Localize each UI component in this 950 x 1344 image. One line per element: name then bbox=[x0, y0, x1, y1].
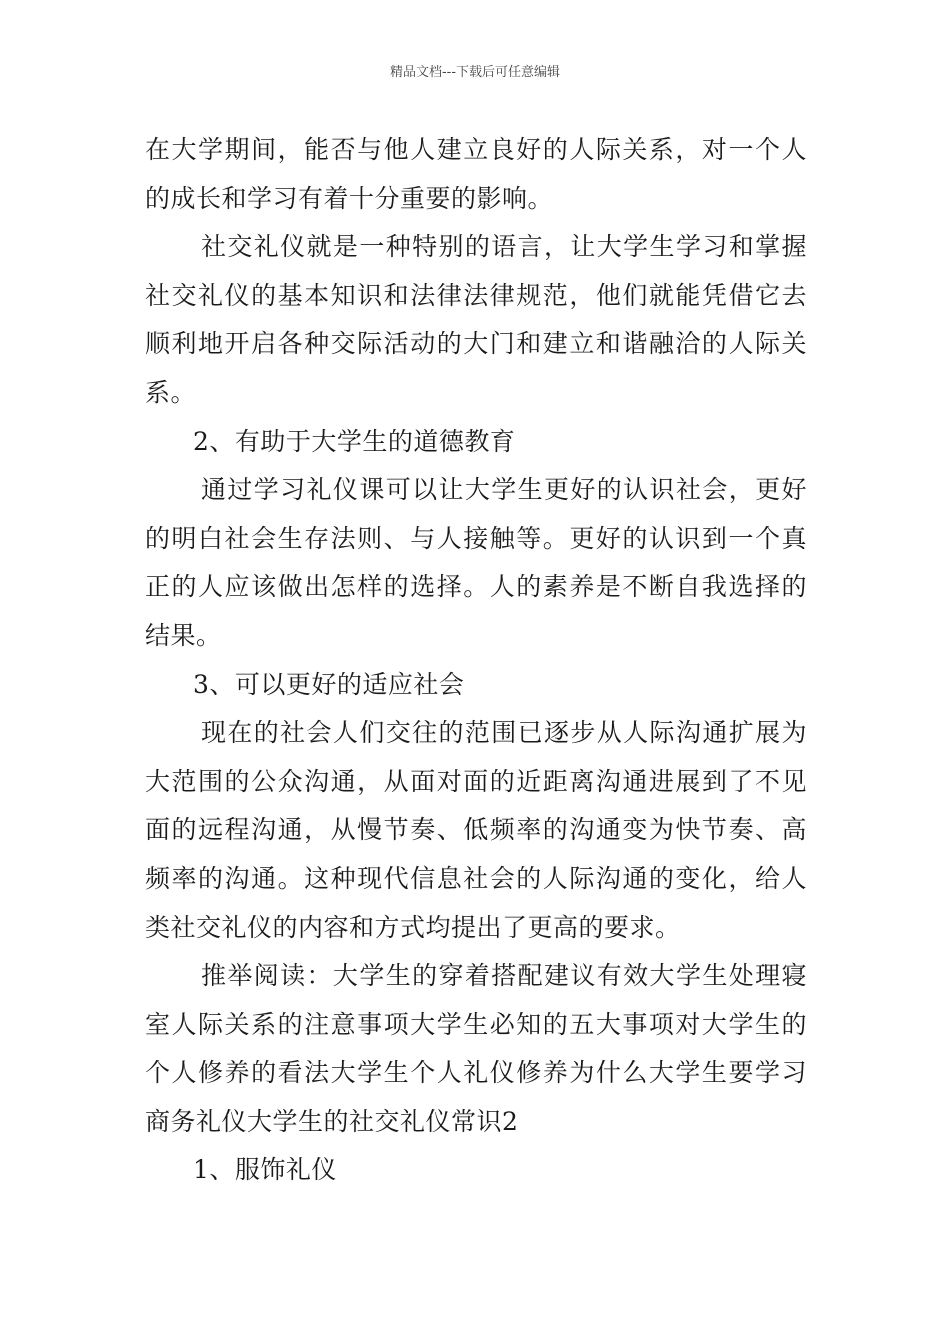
section-heading-adapt-society: 3、可以更好的适应社会 bbox=[193, 669, 465, 699]
paragraph-modern-communication: 现在的社会人们交往的范围已逐步从人际沟通扩展为大范围的公众沟通，从面对面的近距离沟通进展到了不见面的远程沟通，从慢节奏、低频率的沟通变为快节奏、高频率的沟通。这种现代信息社会的人际沟通的变化，给人类社交礼仪的内容和方式均提出了更高的要求。 bbox=[145, 718, 807, 942]
paragraph-recommended-reading: 推举阅读：大学生的穿着搭配建议有效大学生处理寝室人际关系的注意事项大学生必知的五大事项对大学生的个人修养的看法大学生个人礼仪修养为什么大学生要学习商务礼仪大学生的社交礼仪常识2 bbox=[145, 961, 807, 1136]
paragraph-etiquette-course: 通过学习礼仪课可以让大学生更好的认识社会，更好的明白社会生存法则、与人接触等。更好的认识到一个真正的人应该做出怎样的选择。人的素养是不断自我选择的结果。 bbox=[145, 475, 807, 650]
paragraph-interpersonal-importance: 在大学期间，能否与他人建立良好的人际关系，对一个人的成长和学习有着十分重要的影响。 bbox=[145, 135, 807, 213]
page-header: 精品文档---下载后可任意编辑 bbox=[389, 65, 561, 80]
section-heading-moral-education: 2、有助于大学生的道德教育 bbox=[193, 426, 516, 456]
section-heading-dress-etiquette: 1、服饰礼仪 bbox=[193, 1155, 337, 1185]
document-body bbox=[145, 126, 807, 1195]
paragraph-social-etiquette-language: 社交礼仪就是一种特别的语言，让大学生学习和掌握社交礼仪的基本知识和法律法律规范，他们就能凭借它去顺利地开启各种交际活动的大门和建立和谐融洽的人际关系。 bbox=[145, 232, 807, 407]
